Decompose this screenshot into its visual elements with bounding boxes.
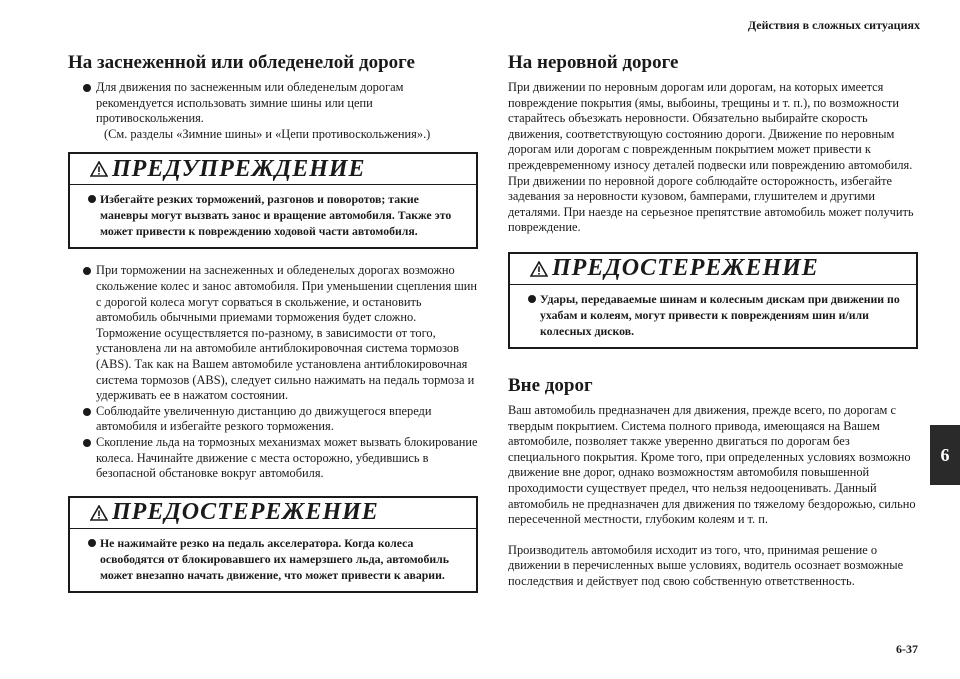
section-heading-off-road: Вне дорог [508,374,593,396]
page-number: 6-37 [896,642,918,656]
bullet-dot-icon [83,408,91,416]
warning-triangle-icon [90,505,108,521]
warning-box [68,152,478,249]
right-column [508,52,918,589]
bullet-dot-icon [83,439,91,447]
caution-box-title: ПРЕДОСТЕРЕЖЕНИЕ [552,255,819,282]
warning-box-title: ПРЕДУПРЕЖДЕНИЕ [112,155,366,182]
bullet-text: При торможении на заснеженных и обледенелых дорогах возможно скольжение колес и занос автомобиля. При уменьшении сцепления шин с дорогой колеса могут сорваться в скольжение, и остановить автомобиль обычными приемами торможения будет сложно. Торможение осуществляется по-разному, в зависимости от того, установлена ли на автомобиле антиблокировочная система тормозов (ABS). Так как на Вашем автомобиле установлена антиблокировочная система тормозов (ABS), следует сильно нажимать на педаль тормоза и удерживать ее в нажатом состоянии. [96,263,478,403]
bullet-text: Для движения по заснеженным или обледенелым дорогам рекомендуется использовать зимние шины или цепи противоскольжения. [96,80,404,126]
warning-text: Избегайте резких торможений, разгонов и поворотов; такие маневры могут вызвать занос и вращение автомобиля. Также это может привести к повреждению ходовой части автомобиля. [100,192,452,239]
paragraph: Ваш автомобиль предназначен для движения, прежде всего, по дорогам с твердым покрытием. Система полного привода, имеющаяся на Вашем автомобиле, позволяет также уверенно двигаться по дорогам без специального покрытия. Кроме того, при определенных условиях возможно движение вне дорог, однако возможностям автомобиля повышенной проходимости существует предел, что нельзя недооценивать. Данный автомобиль не предназначен для движения по тяжелому бездорожью, сильно пересеченной местности, глубоким колеям и т. п. [508,402,916,527]
chapter-tab: 6 [930,425,960,485]
caution-box-body [70,529,476,591]
list-item [68,80,478,142]
warning-triangle-icon [90,161,108,177]
left-column [68,52,478,593]
list-item [68,435,478,482]
warning-box-body [70,185,476,247]
section-heading-snow: На заснеженной или обледенелой дороге [68,52,415,73]
warning-triangle-icon [530,261,548,277]
bullet-dot-icon [528,295,536,303]
list-item [68,263,478,403]
bullet-dot-icon [88,195,96,203]
section-heading-rough-road: На неровной дороге [508,52,679,73]
list-item [78,535,468,583]
caution-box-body [510,285,916,347]
caution-text: Не нажимайте резко на педаль акселератора. Когда колеса освободятся от блокировавшего их намерзшего льда, автомобиль может внезапно начать движение, что может привести к аварии. [100,535,449,582]
caution-box [68,496,478,593]
bullet-dot-icon [88,539,96,547]
paragraph: При движении по неровным дорогам или дорогам, на которых имеется повреждение покрытия (ямы, выбоины, трещины и т. п.), по возможности старайтесь объезжать неровности. Обязательно выбирайте скорость движения, соответствующую состоянию дороги. Движение по неровным дорогам или дорогам с поврежденным покрытием может привести к преждевременному износу деталей подвески или повреждению автомобиля. При движении по неровной дороге соблюдайте осторожность, избегайте задевания за неровности кузовом, бамперами, глушителем и другими деталями. При наезде на серьезное препятствие автомобиль может получить повреждение. [508,80,914,235]
caution-box-title: ПРЕДОСТЕРЕЖЕНИЕ [112,499,379,526]
running-header: Действия в сложных ситуациях [747,18,920,32]
paragraph: Производитель автомобиля исходит из того, что, принимая решение о движении в перечисленных выше условиях, водитель осознает возможные последствия и действует под свою собственную ответственность. [508,542,904,588]
bullet-text: Соблюдайте увеличенную дистанцию до движущегося впереди автомобиля и избегайте резкого торможения. [96,403,432,434]
caution-box-header [70,498,476,529]
cross-reference: (См. разделы «Зимние шины» и «Цепи противоскольжения».) [104,126,431,141]
bullet-dot-icon [83,84,91,92]
warning-box-header [70,154,476,185]
bullet-dot-icon [83,267,91,275]
caution-box-header [510,254,916,285]
caution-text: Удары, передаваемые шинам и колесным дискам при движении по ухабам и колеям, могут привести к повреждениям шин и/или колесных дисков. [540,291,900,338]
caution-box [508,252,918,349]
list-item [78,191,468,239]
list-item [68,404,478,435]
list-item [518,291,908,339]
bullet-text: Скопление льда на тормозных механизмах может вызвать блокирование колеса. Начинайте движение с места осторожно, убедившись в безопасной обстановке вокруг автомобиля. [96,434,478,481]
